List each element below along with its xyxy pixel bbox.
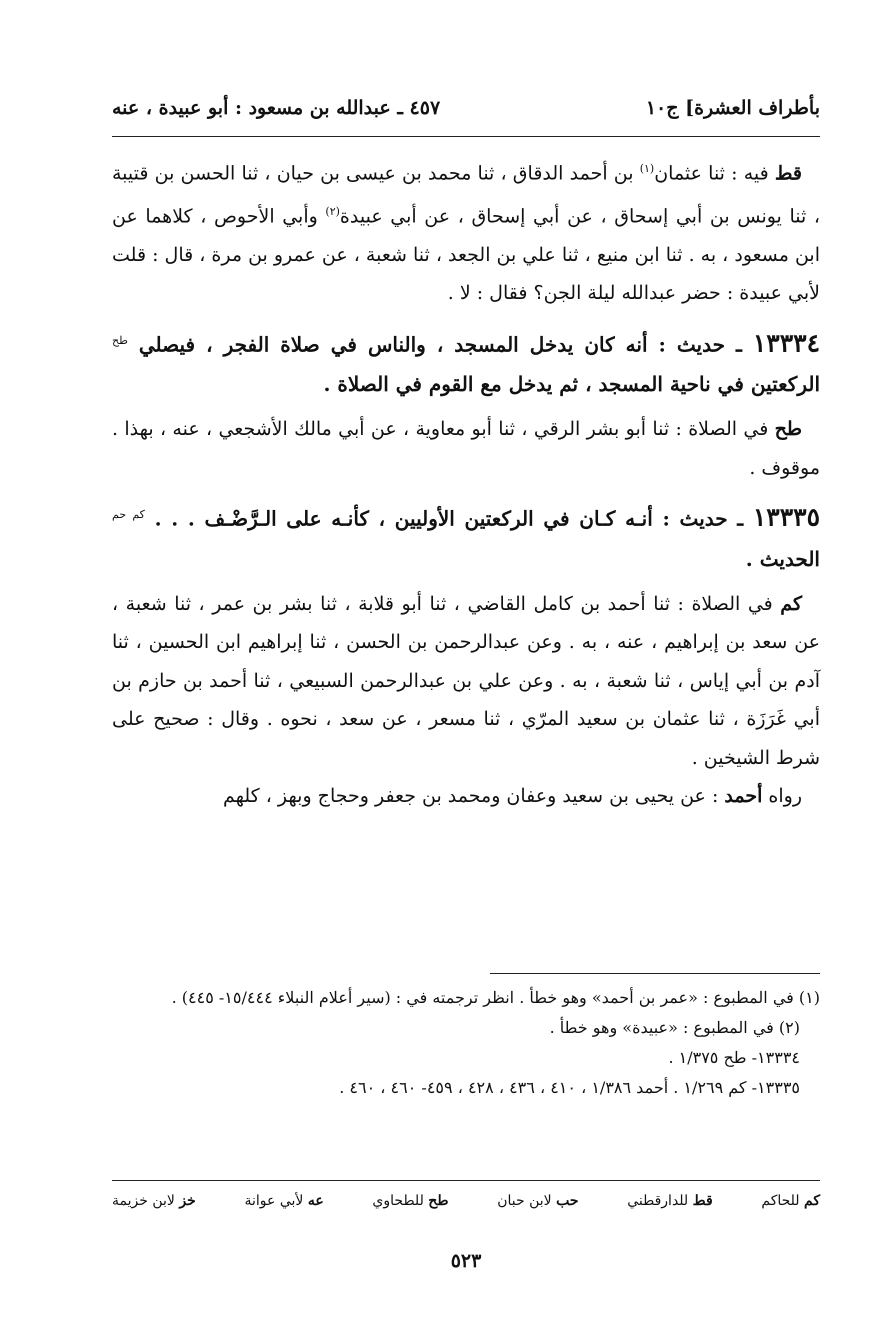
entry-title: ٤٥٧ ـ عبدالله بن مسعود : أبو عبيدة ، عنه	[112, 97, 441, 119]
paragraph-isnad-3: كم في الصلاة : ثنا أحمد بن كامل القاضي ، ثنا أبو قلابة ، ثنا بشر بن عمر ، ثنا شعبة ، عن سعد بن إبراهيم ، عنه ، به . وعن عبدالرحمن بن الحسن ، ثنا إبراهيم ابن الحسين ، ثنا آدم بن أبي إياس ، ثنا شعبة ، به . وعن علي بن عبدالرحمن السبيعي ، ثنا أحمد بن حازم بن أبي غَرَزَة ، ثنا عثمان بن سعيد المرّي ، ثنا مسعر ، عن سعد ، نحوه . وقال : صحيح على شرط الشيخين .	[112, 592, 820, 769]
legend-item: طح للطحاوي	[372, 1193, 449, 1209]
paragraph-isnad-1: قط فيه : ثنا عثمان$^{(١)}$ بن أحمد الدقاق ، ثنا محمد بن عيسى بن حيان ، ثنا الحسن بن قتيبة ، ثنا يونس بن أبي إسحاق ، عن أبي إسحاق ، عن أبي عبيدة$^{(٢)}$ وأبي الأحوص ، كلاهما عن ابن مسعود ، به . ثنا ابن منيع ، ثنا علي بن الجعد ، ثنا شعبة ، عن عمرو بن مرة ، قال : قلت لأبي عبيدة : حضر عبدالله ليلة الجن؟ فقال : لا .	[112, 162, 820, 305]
source-code: قط	[774, 162, 802, 185]
page-number: ٥٢٣	[450, 1250, 482, 1272]
reference-13335: ١٣٣٣٥- كم ١/٢٦٩ . أحمد ١/٣٨٦ ، ٤١٠ ، ٤٣٦ ، ٤٢٨ ، ٤٥٩- ٤٦٠ ، ٤٦٠ .	[339, 1078, 800, 1097]
legend-item: قط للدارقطني	[627, 1193, 713, 1209]
footnotes	[112, 983, 820, 1103]
footnote-2: (٢) في المطبوع : «عبيدة» وهو خطأ .	[549, 1018, 800, 1037]
footnote-marker-1[interactable]: (١)	[639, 162, 655, 175]
paragraph-isnad-2: طح في الصلاة : ثنا أبو بشر الرقي ، ثنا أبو معاوية ، عن أبي مالك الأشجعي ، عنه ، بهذا . موقوف .	[112, 418, 820, 479]
running-header	[112, 88, 820, 128]
header-rule	[112, 136, 820, 137]
source-code: كم	[780, 592, 802, 615]
abbreviation-legend	[112, 1193, 820, 1217]
footnote-marker-2[interactable]: (٢)	[325, 204, 340, 218]
hadith-entry-13334: ١٣٣٣٤ ـ حديث : أنه كان يدخل المسجد ، والناس في صلاة الفجر ، فيصلي $^{طح}$ الركعتين في ناحية المسجد ، ثم يدخل مع القوم في الصلاة .	[112, 328, 820, 397]
source-code: طح	[774, 418, 802, 441]
legend-item: عه لأبي عوانة	[244, 1193, 324, 1209]
book-page	[112, 0, 820, 1325]
body-text	[112, 150, 820, 816]
source-symbols: كم حم	[112, 508, 145, 522]
hadith-entry-13335: ١٣٣٣٥ ـ حديث : أنـه كـان في الركعتين الأوليين ، كأنـه على الـرَّضْـف . . . $^{كم حم}$ الحديث .	[112, 502, 820, 571]
hadith-number: ١٣٣٣٥	[752, 502, 820, 532]
hadith-number: ١٣٣٣٤	[752, 328, 820, 358]
legend-item: خز لابن خزيمة	[112, 1193, 196, 1209]
book-volume: بأطراف العشرة] ج١٠	[645, 97, 820, 119]
paragraph-isnad-4: رواه أحمد : عن يحيى بن سعيد وعفان ومحمد بن جعفر وحجاج وبهز ، كلهم	[222, 785, 802, 808]
source-symbols: طح	[112, 333, 128, 347]
footnote-rule	[490, 973, 820, 974]
footnote-1: (١) في المطبوع : «عمر بن أحمد» وهو خطأ . انظر ترجمته في : (سير أعلام النبلاء ١٥/٤٤٤- ٤٤٥) .	[171, 988, 820, 1007]
legend-item: كم للحاكم	[761, 1193, 820, 1209]
legend-item: حب لابن حبان	[497, 1193, 579, 1209]
legend-rule	[112, 1180, 820, 1181]
reference-13334: ١٣٣٣٤- طح ١/٣٧٥ .	[668, 1048, 800, 1067]
source-code: أحمد	[724, 785, 763, 808]
